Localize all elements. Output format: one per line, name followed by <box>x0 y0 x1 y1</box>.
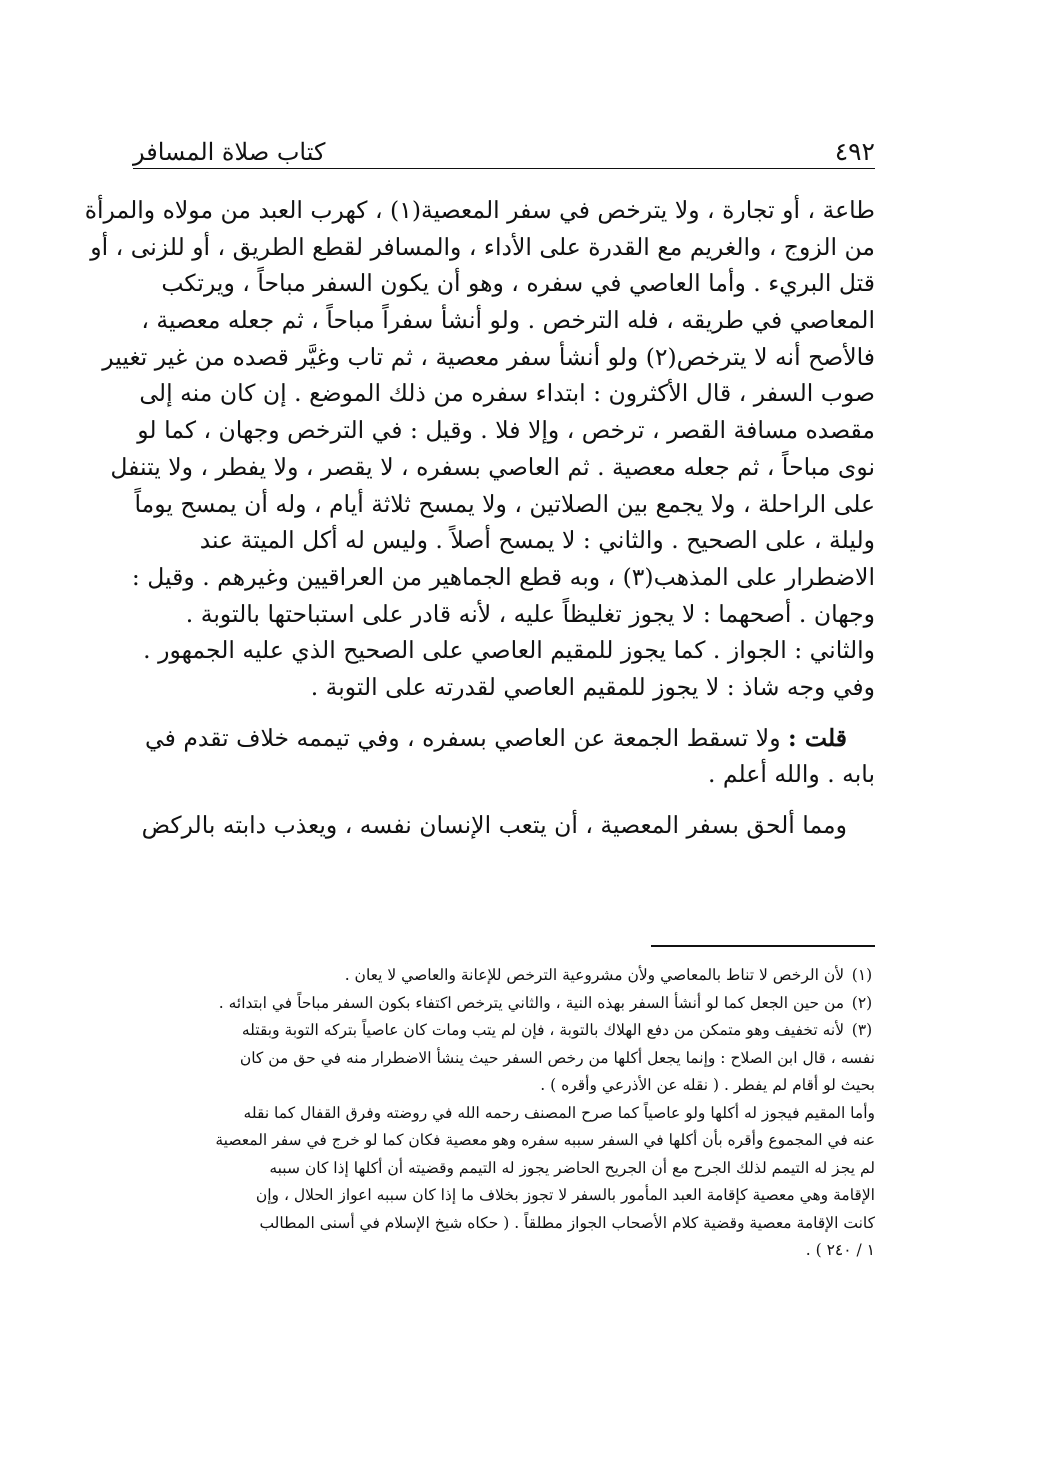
text-line: مقصده مسافة القصر ، ترخص ، وإلا فلا . وقيل : في الترخص وجهان ، كما لو <box>137 416 875 445</box>
text-line: نوى مباحاً ، ثم جعله معصية . ثم العاصي بسفره ، لا يقصر ، ولا يفطر ، ولا يتنفل <box>110 452 875 481</box>
page-number: ٤٩٢ <box>834 137 875 166</box>
footnote-text: من حين الجعل كما لو أنشأ السفر بهذه النية ، والثاني يترخص اكتفاء بكون السفر مباحاً في ابتدائه . <box>218 993 845 1012</box>
text-line: وفي وجه شاذ : لا يجوز للمقيم العاصي لقدرته على التوبة . <box>310 672 875 701</box>
text-line: قتل البريء . وأما العاصي في سفره ، وهو أن يكون السفر مباحاً ، ويرتكب <box>161 269 875 298</box>
footnote-number: (٢) <box>851 993 873 1012</box>
footnote-text: لأن الرخص لا تناط بالمعاصي ولأن مشروعية الترخص للإعانة والعاصي لا يعان . <box>344 966 845 984</box>
text-line: بابه . والله أعلم . <box>707 760 875 789</box>
text-line: على الراحلة ، ولا يجمع بين الصلاتين ، ولا يمسح ثلاثة أيام ، وله أن يمسح يوماً <box>134 489 875 518</box>
main-text <box>84 192 875 844</box>
text-line: طاعة ، أو تجارة ، ولا يترخص في سفر المعصية(١) ، كهرب العبد من مولاه والمرأة <box>84 196 875 224</box>
book-title: كتاب صلاة المسافر <box>133 138 326 166</box>
paragraph-1 <box>84 192 875 706</box>
text-line: وليلة ، على الصحيح . والثاني : لا يمسح أصلاً . وليس له أكل الميتة عند <box>199 526 875 555</box>
text-line: من الزوج ، والغريم مع القدرة على الأداء ، والمسافر لقطع الطريق ، أو للزنى ، أو <box>90 232 875 261</box>
footnote-line: لم يجز له التيمم لذلك الجرح مع أن الجريح الحاضر يجوز له التيمم وقضيته أن أكلها إذا كان سببه <box>269 1158 875 1177</box>
text-line: المعاصي في طريقه ، فله الترخص . ولو أنشأ سفراً مباحاً ، ثم جعله معصية ، <box>141 306 875 335</box>
footnote-line: الإقامة وهي معصية كإقامة العبد المأمور بالسفر لا تجوز بخلاف ما إذا كان سببه اعواز الحلال ، وإن <box>255 1186 875 1204</box>
text-line: فالأصح أنه لا يترخص(٢) ولو أنشأ سفر معصية ، ثم تاب وغيَّر قصده من غير تغيير <box>102 342 875 371</box>
text-line: والثاني : الجواز . كما يجوز للمقيم العاصي على الصحيح الذي عليه الجمهور . <box>143 636 875 665</box>
text-line <box>133 720 875 757</box>
footnote-line: بحيث لو أقام لم يفطر . ( نقله عن الأذرعي وأقره ) . <box>540 1076 875 1094</box>
last-line-text: ومما ألحق بسفر المعصية ، أن يتعب الإنسان نفسه ، ويعذب دابته بالركض <box>141 811 847 839</box>
footnote-line: عنه في المجموع وأقره بأن أكلها في السفر سببه سفره وهو معصية فكان كما لو خرج في سفر المعصية <box>215 1131 875 1149</box>
footnote-line: نفسه ، قال ابن الصلاح : وإنما يجعل أكلها من رخص السفر حيث ينشأ الاضطرار منه في حق من كان <box>239 1048 875 1067</box>
footnote-number: (٣) <box>851 1021 873 1039</box>
qult-label: قلت : <box>788 723 847 752</box>
text-line: صوب السفر ، قال الأكثرون : ابتداء سفره من ذلك الموضع . إن كان منه إلى <box>139 379 875 408</box>
text-line: وجهان . أصحهما : لا يجوز تغليظاً عليه ، لأنه قادر على استباحتها بالتوبة . <box>185 599 875 628</box>
footnotes <box>133 962 875 1265</box>
qult-text: ولا تسقط الجمعة عن العاصي بسفره ، وفي تيممه خلاف تقدم في <box>145 723 781 752</box>
footnote-line: وأما المقيم فيجوز له أكلها ولو عاصياً كما صرح المصنف رحمه الله في روضته وفرق القفال كما نقله <box>243 1103 875 1122</box>
paragraph-3 <box>133 807 875 844</box>
footnote-2 <box>133 990 875 1018</box>
running-header <box>133 132 875 166</box>
footnote-number: (١) <box>851 966 873 984</box>
footnote-1 <box>133 962 875 990</box>
footnote-rule <box>651 945 875 947</box>
paragraph-qult <box>133 720 875 793</box>
text-line <box>133 807 875 844</box>
text-line: الاضطرار على المذهب(٣) ، وبه قطع الجماهير من العراقيين وغيرهم . وقيل : <box>131 562 875 591</box>
footnote-line: كانت الإقامة معصية وقضية كلام الأصحاب الجواز مطلقاً . ( حكاه شيخ الإسلام في أسنى المطالب <box>259 1213 875 1232</box>
footnote-line: ١ / ٢٤٠ ) . <box>805 1241 875 1259</box>
footnote-3 <box>133 1017 875 1045</box>
footnote-text: لأنه تخفيف وهو متمكن من دفع الهلاك بالتوبة ، فإن لم يتب ومات كان عاصياً بتركه التوبة وبقتله <box>241 1021 845 1039</box>
header-rule <box>133 168 875 169</box>
